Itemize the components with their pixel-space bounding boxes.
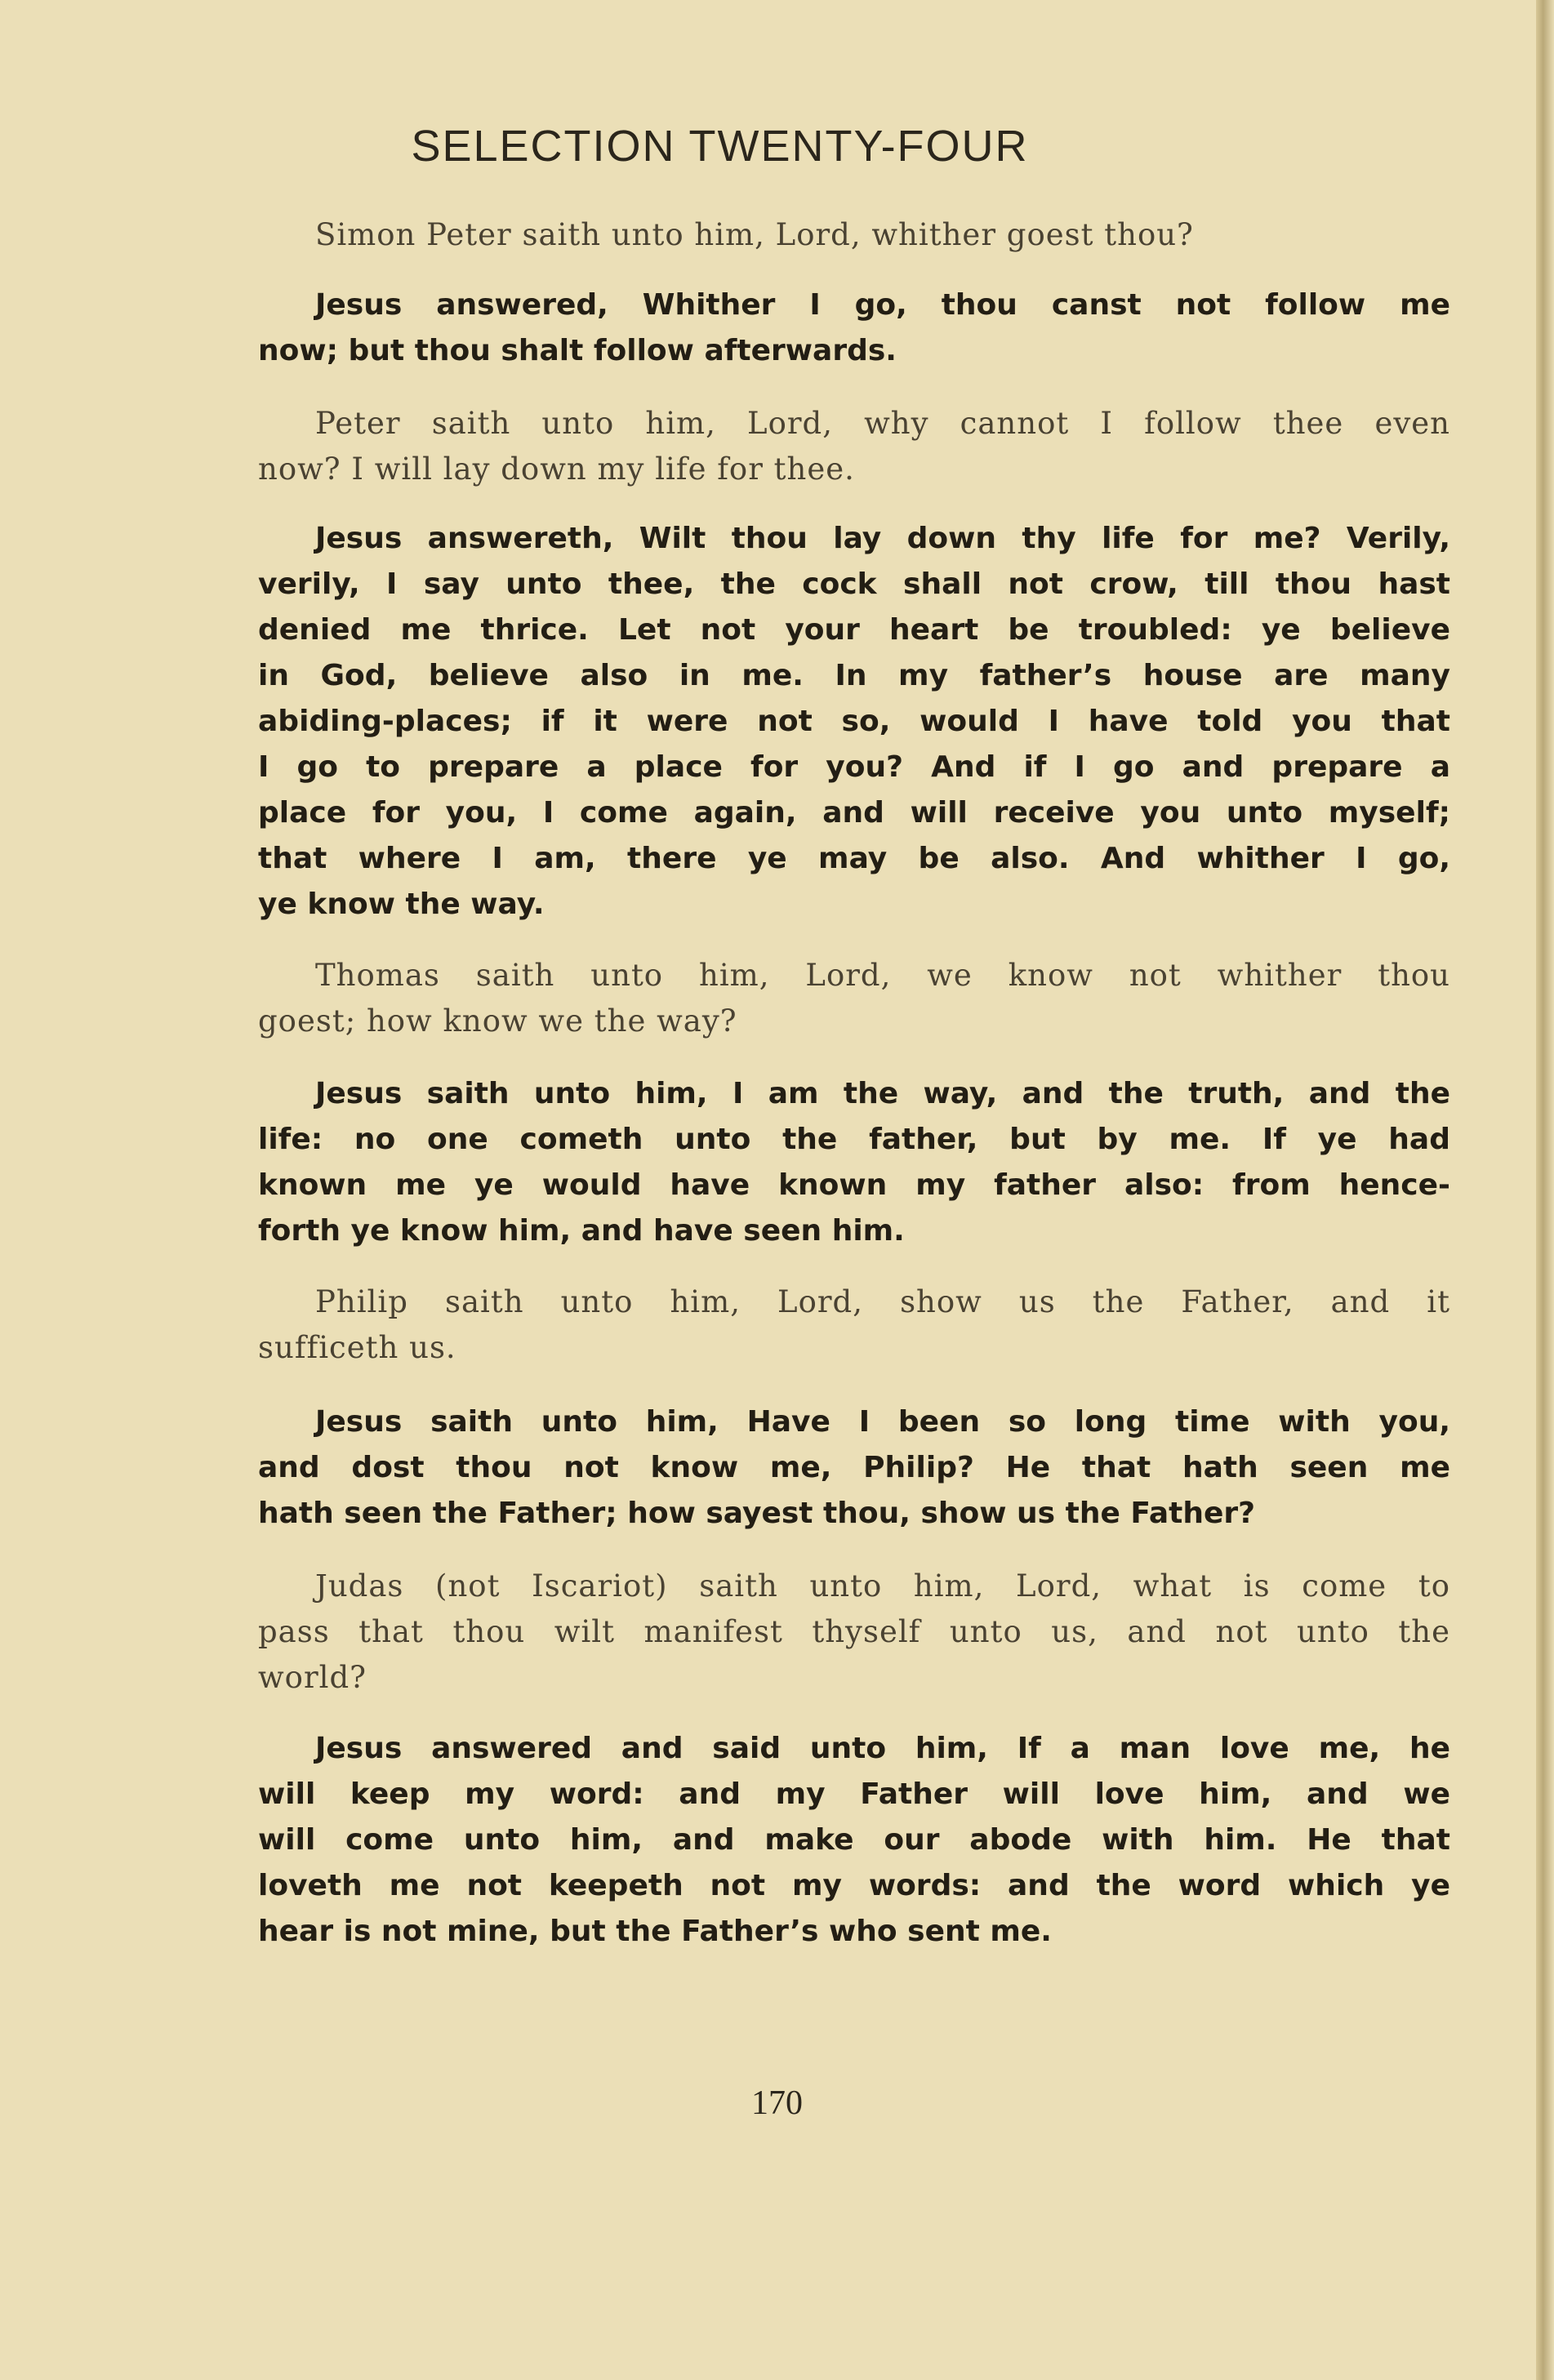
title-text: SELECTION TWENTY-FOUR [411,122,1029,171]
text-line: Jesus answered and said unto him, If a man love me, he [315,1732,1450,1765]
text-line: world? [258,1660,367,1695]
text-line: forth ye know him, and have seen him. [258,1214,905,1248]
paragraph [258,1399,1450,1537]
paragraph [258,1071,1450,1254]
text-line: now? I will lay down my life for thee. [258,452,855,487]
text-line: hath seen the Father; how sayest thou, show us the Father? [258,1497,1256,1530]
text-line: sufficeth us. [258,1330,456,1365]
text-line: life: no one cometh unto the father, but by me. If ye had [258,1123,1450,1156]
text-line: loveth me not keepeth not my words: and the word which ye [258,1869,1450,1902]
page-number: 170 [751,2084,803,2122]
paragraph [258,1279,1450,1371]
text-line: Thomas saith unto him, Lord, we know not whither thou [315,958,1450,993]
text-line: denied me thrice. Let not your heart be troubled: ye believe [258,613,1450,647]
text-line: ye know the way. [258,887,545,921]
paragraph [258,282,1450,374]
paragraph [258,212,1450,258]
paragraph [258,401,1450,492]
paragraph [258,516,1450,928]
text-line: Judas (not Iscariot) saith unto him, Lord, what is come to [315,1568,1450,1604]
text-line: will keep my word: and my Father will love him, and we [258,1777,1450,1811]
text-line: place for you, I come again, and will receive you unto myself; [258,796,1450,830]
page-title [0,121,1554,171]
text-line: Simon Peter saith unto him, Lord, whither goest thou? [315,217,1194,252]
text-line: Peter saith unto him, Lord, why cannot I follow thee even [315,406,1450,441]
text-line: now; but thou shalt follow afterwards. [258,334,897,367]
text-line: goest; how know we the way? [258,1003,737,1039]
text-line: Jesus saith unto him, Have I been so long time with you, [315,1405,1450,1439]
text-line: Jesus answereth, Wilt thou lay down thy life for me? Verily, [315,522,1450,555]
text-line: abiding-places; if it were not so, would I have told you that [258,705,1450,738]
paragraph [258,1726,1450,1955]
text-line: and dost thou not know me, Philip? He that hath seen me [258,1451,1450,1484]
text-line: Jesus answered, Whither I go, thou canst not follow me [315,288,1450,322]
text-line: pass that thou wilt manifest thyself unto us, and not unto the [258,1614,1450,1649]
text-line: will come unto him, and make our abode with him. He that [258,1823,1450,1857]
text-line: Jesus saith unto him, I am the way, and the truth, and the [315,1077,1450,1110]
text-line: hear is not mine, but the Father’s who sent me. [258,1915,1052,1948]
paragraph [258,953,1450,1044]
paragraph [258,1564,1450,1701]
text-line: verily, I say unto thee, the cock shall not crow, till thou hast [258,567,1450,601]
text-line: Philip saith unto him, Lord, show us the Father, and it [315,1284,1450,1319]
text-line: known me ye would have known my father also: from hence- [258,1168,1450,1202]
page-edge [1536,0,1554,2380]
text-line: in God, believe also in me. In my father’s house are many [258,659,1450,692]
text-line: that where I am, there ye may be also. And whither I go, [258,842,1450,875]
text-line: I go to prepare a place for you? And if I go and prepare a [258,750,1450,784]
